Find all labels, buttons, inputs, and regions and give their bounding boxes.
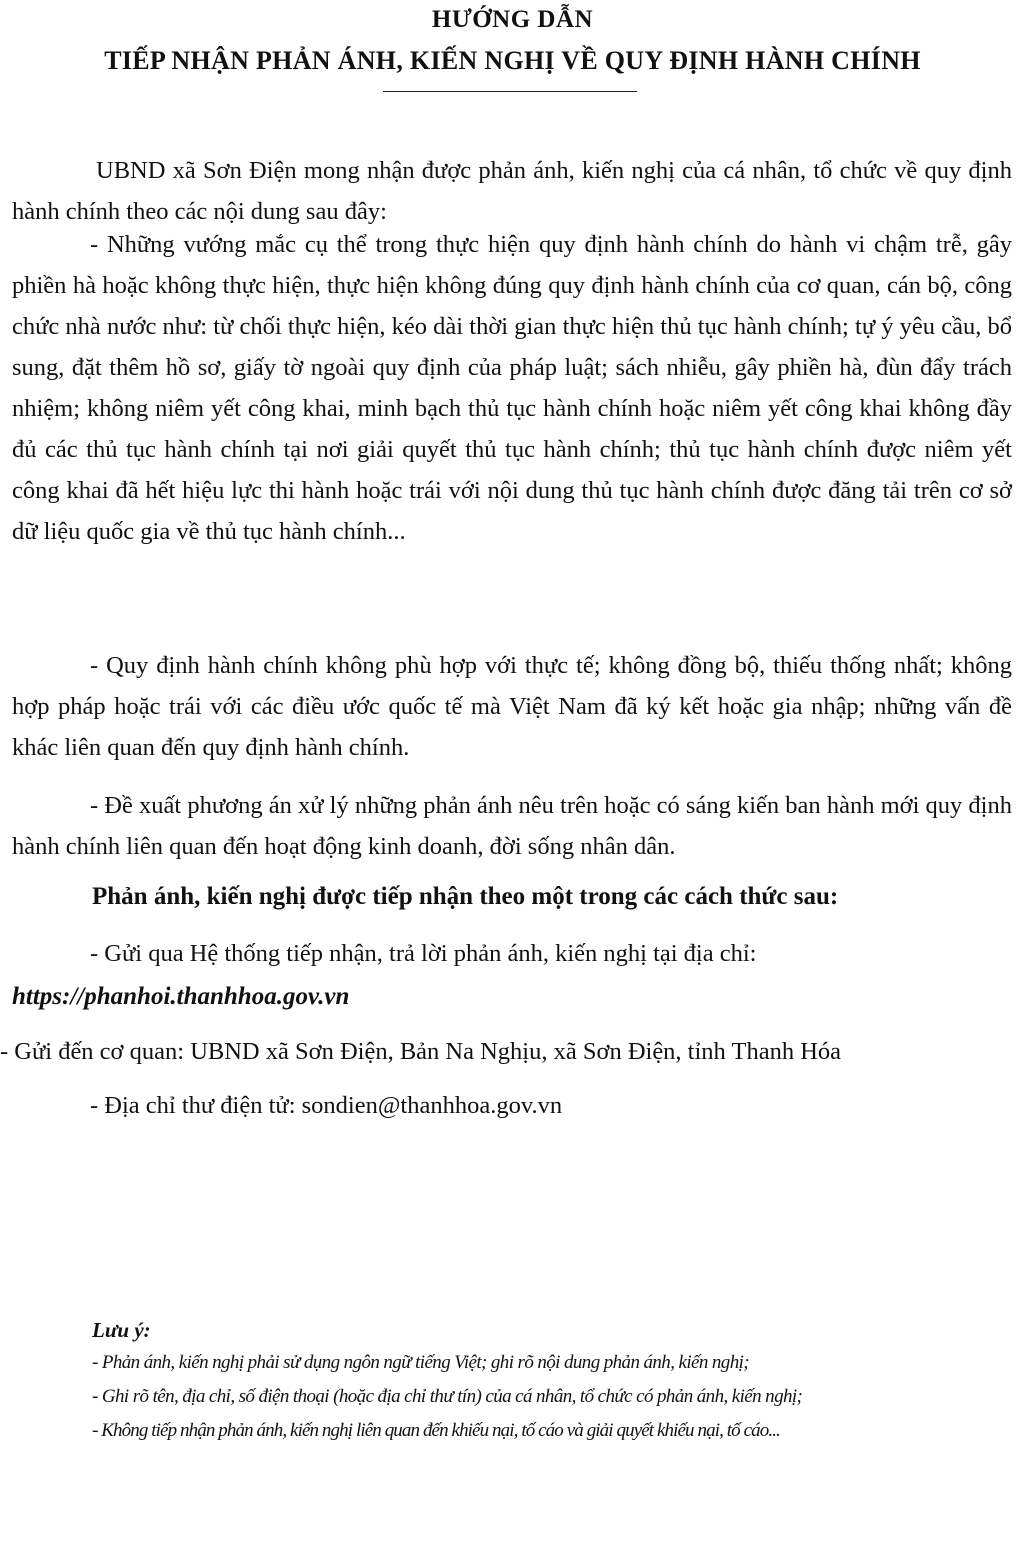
method-email-address: - Địa chỉ thư điện tử: sondien@thanhhoa.gov.vn [90, 1092, 563, 1119]
note-contact-requirement: - Ghi rõ tên, địa chỉ, số điện thoại (hoặc địa chỉ thư tín) của cá nhân, tổ chức có phản ánh, kiến nghị; [92, 1386, 803, 1407]
note-exclusions: - Không tiếp nhận phản ánh, kiến nghị liên quan đến khiếu nại, tố cáo và giải quyết khiếu nại, tố cáo... [92, 1420, 780, 1441]
feedback-url-link[interactable]: https://phanhoi.thanhhoa.gov.vn [12, 983, 350, 1010]
content-item-unsuitable-regulations: - Quy định hành chính không phù hợp với thực tế; không đồng bộ, thiếu thống nhất; không hợp pháp hoặc trái với các điều ước quốc tế mà Việt Nam đã ký kết hoặc gia nhập; những vấn đề khác liên quan đến quy định hành chính. [12, 652, 1012, 761]
content-item-proposals: - Đề xuất phương án xử lý những phản ánh nêu trên hoặc có sáng kiến ban hành mới quy định hành chính liên quan đến hoạt động kinh doanh, đời sống nhân dân. [12, 792, 1012, 860]
note-language-requirement: - Phản ánh, kiến nghị phải sử dụng ngôn ngữ tiếng Việt; ghi rõ nội dung phản ánh, kiến nghị; [92, 1352, 750, 1373]
method-office-address: - Gửi đến cơ quan: UBND xã Sơn Điện, Bản Na Nghịu, xã Sơn Điện, tỉnh Thanh Hóa [0, 1038, 842, 1065]
notes-title: Lưu ý: [92, 1318, 151, 1342]
document-title: HƯỚNG DẪN [431, 6, 594, 33]
intro-paragraph: UBND xã Sơn Điện mong nhận được phản ánh, kiến nghị của cá nhân, tổ chức về quy định hành chính theo các nội dung sau đây: [12, 157, 1012, 225]
document-subtitle: TIẾP NHẬN PHẢN ÁNH, KIẾN NGHỊ VỀ QUY ĐỊNH HÀNH CHÍNH [104, 46, 921, 75]
content-item-procedural-obstacles: - Những vướng mắc cụ thể trong thực hiện quy định hành chính do hành vi chậm trễ, gây phiền hà hoặc không thực hiện, thực hiện không đúng quy định hành chính của cơ quan, cán bộ, công chức nhà nước như: từ chối thực hiện, kéo dài thời gian thực hiện thủ tục hành chính; tự ý yêu cầu, bổ sung, đặt thêm hồ sơ, giấy tờ ngoài quy định của pháp luật; sách nhiễu, gây phiền hà, đùn đẩy trách nhiệm; không niêm yết công khai, minh bạch thủ tục hành chính hoặc niêm yết công khai không đầy đủ các thủ tục hành chính tại nơi giải quyết thủ tục hành chính; thủ tục hành chính được niêm yết công khai đã hết hiệu lực thi hành hoặc trái với nội dung thủ tục hành chính được đăng tải trên cơ sở dữ liệu quốc gia về thủ tục hành chính... [12, 231, 1012, 545]
methods-heading: Phản ánh, kiến nghị được tiếp nhận theo một trong các cách thức sau: [92, 883, 839, 910]
method-online-system: - Gửi qua Hệ thống tiếp nhận, trả lời phản ánh, kiến nghị tại địa chỉ: [90, 940, 757, 967]
title-underline [383, 91, 637, 92]
